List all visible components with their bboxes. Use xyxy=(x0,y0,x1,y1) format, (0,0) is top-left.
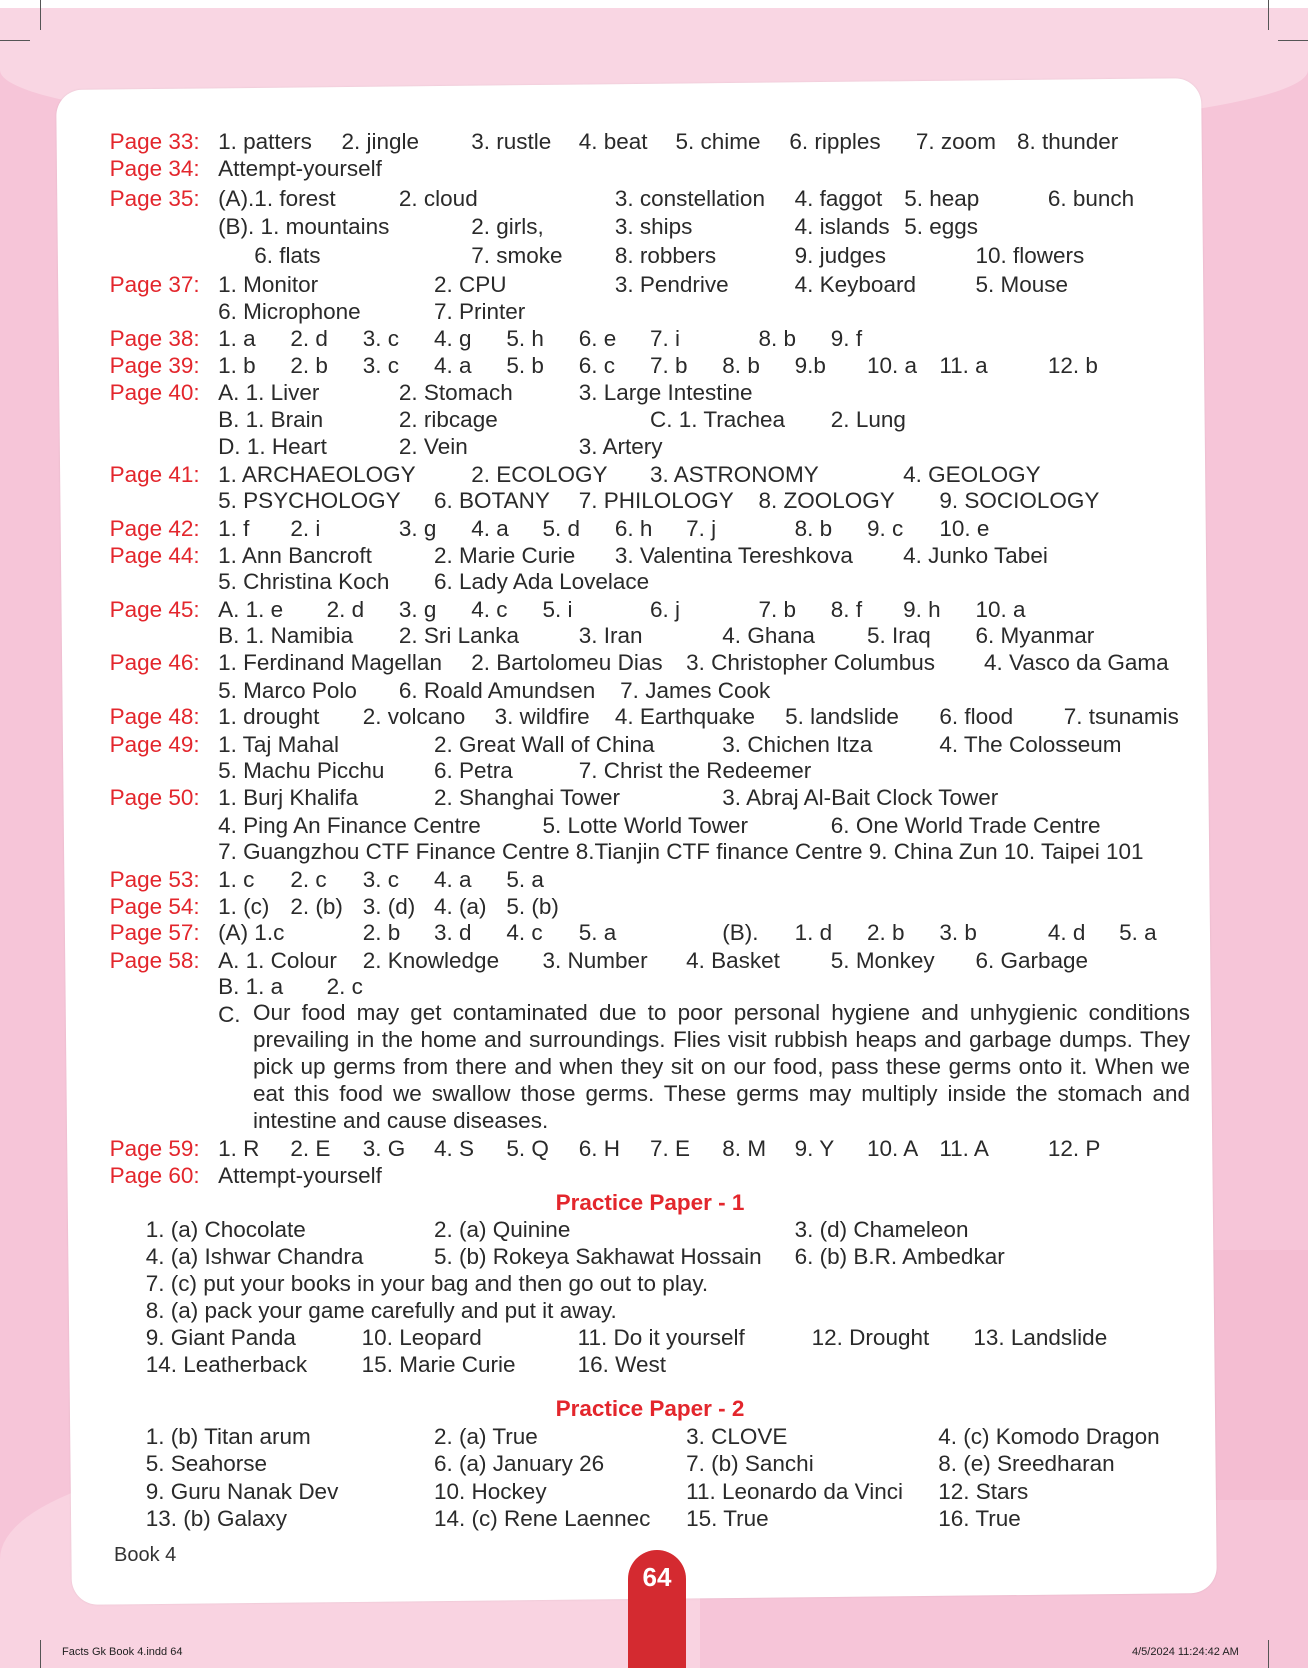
answer-item: 4. Earthquake xyxy=(614,704,755,730)
answer-item: 10. flowers xyxy=(975,242,1085,268)
answer-item: 5. heap xyxy=(904,186,980,212)
practice-answer: 14. Leatherback xyxy=(145,1352,308,1378)
page-label: Page 37: xyxy=(109,272,200,298)
answer-item: 2. c xyxy=(290,866,327,892)
answer-item: 12. b xyxy=(1047,353,1098,379)
answer-item: 6. H xyxy=(578,1136,620,1162)
answer-item: (A).1. forest xyxy=(218,186,336,212)
answer-item: 1. b xyxy=(218,353,256,379)
answer-item: 5. Iraq xyxy=(866,623,931,649)
answer-item: 7. b xyxy=(649,353,688,379)
page-label: Page 44: xyxy=(109,542,200,568)
answer-item: 2. girls, xyxy=(471,213,544,239)
answer-item: 2. i xyxy=(290,515,321,541)
practice-paper-2-title: Practice Paper - 2 xyxy=(555,1396,745,1421)
answer-item: 2. Lung xyxy=(830,407,906,433)
answer-item: 4. faggot xyxy=(794,186,883,212)
answer-item: 4. S xyxy=(434,1136,475,1162)
practice-answer: 4. (c) Komodo Dragon xyxy=(938,1424,1160,1450)
answer-item: 7. E xyxy=(649,1136,690,1162)
page-label: Page 54: xyxy=(109,893,200,919)
answer-item: 9. Y xyxy=(794,1136,835,1162)
crop-mark xyxy=(0,40,30,41)
answer-item: 1. ARCHAEOLOGY xyxy=(218,461,416,487)
answer-item: 5. d xyxy=(542,515,581,541)
practice-answer: 3. (d) Chameleon xyxy=(794,1216,969,1242)
answer-item: 3. G xyxy=(362,1136,406,1162)
answer-item: 11. A xyxy=(939,1136,989,1162)
answer-item: 4. Vasco da Gama xyxy=(983,649,1169,675)
answer-item: Attempt-yourself xyxy=(218,1162,382,1188)
answer-item: B. 1. a xyxy=(218,974,284,1000)
answer-item: 2. Stomach xyxy=(398,379,513,405)
practice-answer: 10. Hockey xyxy=(434,1478,547,1504)
answer-item: 7. zoom xyxy=(915,128,996,154)
crop-mark xyxy=(40,1640,41,1668)
answer-item: 2. Bartolomeu Dias xyxy=(471,649,663,675)
practice-answer: 15. True xyxy=(686,1506,769,1532)
crop-mark xyxy=(40,0,41,30)
answer-item: 5. PSYCHOLOGY xyxy=(218,488,401,514)
page-label: Page 45: xyxy=(109,596,200,622)
answer-item: 9. SOCIOLOGY xyxy=(939,488,1100,514)
answer-item: B. 1. Namibia xyxy=(218,623,354,649)
answer-item: 4. a xyxy=(471,515,509,541)
answer-item: Attempt-yourself xyxy=(218,156,382,182)
answer-item: 1. Taj Mahal xyxy=(218,731,339,757)
answer-item: 5. eggs xyxy=(904,213,979,239)
page58-paragraph: Our food may get contaminated due to poor personal hygiene and unhygienic conditions prevailing in the home and surroundings. Flies visit rubbish heaps and garbage dumps. They pick up germs from there and when they sit on our food, pass these germs onto it. When we eat this food we swallow those germs. These germs may multiply inside the stomach and intestine and cause diseases. xyxy=(253,1000,1190,1133)
practice-answer: 6. (b) B.R. Ambedkar xyxy=(794,1243,1005,1269)
answer-item: 6. flood xyxy=(939,704,1014,730)
practice-answer: 12. Stars xyxy=(938,1478,1029,1504)
practice-answer: 14. (c) Rene Laennec xyxy=(434,1506,651,1532)
answer-item: 2. Marie Curie xyxy=(434,542,576,568)
answer-item: 4. Junko Tabei xyxy=(903,542,1048,568)
practice-answer: 11. Leonardo da Vinci xyxy=(686,1478,903,1504)
answer-item: 3. d xyxy=(434,920,472,946)
practice-answer: 9. Giant Panda xyxy=(145,1325,296,1351)
answer-item: B. 1. Brain xyxy=(218,407,324,433)
answer-item: 3. c xyxy=(362,325,400,351)
answer-item: 4. (a) xyxy=(434,893,487,919)
top-margin xyxy=(0,0,1308,8)
answer-item: 2. Sri Lanka xyxy=(398,623,519,649)
answer-item: 6. One World Trade Centre xyxy=(830,812,1101,838)
answer-item: A. 1. Colour xyxy=(218,947,337,973)
answer-item: 5. Monkey xyxy=(830,947,935,973)
answer-item: 3. Large Intestine xyxy=(578,379,753,405)
practice-answer: 11. Do it yourself xyxy=(577,1325,745,1351)
answer-item: 5. Marco Polo xyxy=(218,677,357,703)
answer-item: 9.b xyxy=(794,353,826,379)
practice-answer: 9. Guru Nanak Dev xyxy=(145,1478,339,1504)
answer-item: 6. BOTANY xyxy=(434,488,550,514)
answer-item: 6. Roald Amundsen xyxy=(398,677,596,703)
answer-item: (A) 1.c xyxy=(218,920,285,946)
answer-item: 6. e xyxy=(578,325,617,351)
answer-item: 3. Pendrive xyxy=(614,272,729,298)
answer-item: D. 1. Heart xyxy=(218,434,327,460)
answer-item: 5. i xyxy=(542,596,573,622)
answer-item: 1. c xyxy=(218,866,255,892)
answer-item: 6. c xyxy=(578,353,615,379)
practice-answer: 8. (e) Sreedharan xyxy=(938,1450,1115,1476)
page-label: Page 50: xyxy=(109,785,200,811)
answer-item: 5. Q xyxy=(506,1136,549,1162)
answer-item: 1. Burj Khalifa xyxy=(218,785,359,811)
practice-answer: 5. Seahorse xyxy=(145,1450,268,1476)
answer-item: 3. Abraj Al-Bait Clock Tower xyxy=(722,785,999,811)
answer-item: 1. Ferdinand Magellan xyxy=(218,649,442,675)
answer-item: 12. P xyxy=(1047,1136,1101,1162)
practice-answer: 1. (a) Chocolate xyxy=(145,1216,306,1242)
answer-item: 6. j xyxy=(649,596,680,622)
answer-item: A. 1. Liver xyxy=(218,379,320,405)
answer-item: 1. drought xyxy=(218,704,320,730)
answer-item: 5. a xyxy=(1119,920,1157,946)
answer-item: 1. f xyxy=(218,515,250,541)
answer-item: 2. (b) xyxy=(290,893,343,919)
book-label: Book 4 xyxy=(114,1544,177,1566)
answer-item: 1. a xyxy=(218,325,256,351)
answer-item: A. 1. e xyxy=(218,596,284,622)
answer-item: 4. c xyxy=(506,920,543,946)
page-label: Page 35: xyxy=(109,186,200,212)
answer-item: C. 1. Trachea xyxy=(649,407,786,433)
answer-item: 3. c xyxy=(362,866,400,892)
answer-item: 8. b xyxy=(758,325,796,351)
answer-item: 9. c xyxy=(866,515,904,541)
page-label: Page 48: xyxy=(109,704,200,730)
answer-item: 3. Number xyxy=(542,947,648,973)
answer-item: 2. jingle xyxy=(341,128,420,154)
answer-item: 6. Garbage xyxy=(975,947,1089,973)
answer-item: 2. d xyxy=(326,596,365,622)
answer-item: 4. c xyxy=(471,596,508,622)
answer-item: 3. ships xyxy=(614,213,693,239)
practice-answer: 3. CLOVE xyxy=(686,1424,788,1450)
answer-item: 2. cloud xyxy=(398,186,478,212)
answer-item: 6. Myanmar xyxy=(975,623,1095,649)
page-label: Page 34: xyxy=(109,156,200,182)
answer-item: 2. b xyxy=(866,920,905,946)
answer-item: 2. b xyxy=(362,920,401,946)
answer-item: (B). 1. mountains xyxy=(218,213,390,239)
practice-answer: 10. Leopard xyxy=(361,1325,482,1351)
answer-item: 6. ripples xyxy=(789,128,881,154)
answer-item: 5. a xyxy=(506,866,544,892)
answer-item: 8. b xyxy=(794,515,833,541)
page-label: Page 38: xyxy=(109,325,200,351)
answer-item: 5. h xyxy=(506,325,544,351)
practice-answer: 12. Drought xyxy=(811,1325,930,1351)
answer-item: 6. Microphone xyxy=(218,298,361,324)
answer-item: 7. smoke xyxy=(471,242,563,268)
practice-answer: 2. (a) Quinine xyxy=(434,1216,571,1242)
answer-item: C. xyxy=(218,1002,241,1028)
answer-item: 10. e xyxy=(939,515,990,541)
answer-item: 10. a xyxy=(866,353,918,379)
answer-item: 8. f xyxy=(830,596,863,622)
answer-item: 4. Ping An Finance Centre xyxy=(218,812,481,838)
answer-item: 4. d xyxy=(1047,920,1086,946)
page-label: Page 60: xyxy=(109,1162,200,1188)
answer-item: 4. islands xyxy=(794,213,890,239)
timestamp: 4/5/2024 11:24:42 AM xyxy=(1132,1646,1239,1658)
page-label: Page 46: xyxy=(109,649,200,675)
answer-item: 2. CPU xyxy=(434,272,507,298)
answer-item: 1. Monitor xyxy=(218,272,319,298)
crop-mark xyxy=(1268,0,1269,30)
practice-answer: 16. West xyxy=(577,1352,666,1378)
answer-item: 6. Lady Ada Lovelace xyxy=(434,569,650,595)
answer-item: 3. Iran xyxy=(578,623,643,649)
answer-item: 8. thunder xyxy=(1016,128,1119,154)
page-number: 64 xyxy=(628,1550,686,1668)
page-label: Page 53: xyxy=(109,866,200,892)
file-name: Facts Gk Book 4.indd 64 xyxy=(62,1646,183,1658)
page-label: Page 39: xyxy=(109,353,200,379)
answer-item: 7. James Cook xyxy=(620,677,771,703)
answer-item: 7. Printer xyxy=(434,298,526,324)
answer-item: 4. GEOLOGY xyxy=(903,461,1041,487)
practice-answer: 7. (b) Sanchi xyxy=(686,1450,814,1476)
answer-item: 3. rustle xyxy=(471,128,552,154)
answer-item: 5. Mouse xyxy=(975,272,1069,298)
answer-item: 2. b xyxy=(290,353,328,379)
answer-item: 4. a xyxy=(434,353,472,379)
answer-item: 3. Artery xyxy=(578,434,663,460)
answer-item: 4. a xyxy=(434,866,472,892)
answer-item: 3. ASTRONOMY xyxy=(649,461,819,487)
answer-item: 3. constellation xyxy=(614,186,765,212)
answer-item: 8. b xyxy=(722,353,760,379)
answer-item: 10. a xyxy=(975,596,1026,622)
answer-item: 1. Ann Bancroft xyxy=(218,542,372,568)
answer-item: 9. h xyxy=(903,596,941,622)
answer-item: 3. wildfire xyxy=(494,704,590,730)
answer-item: 2. Shanghai Tower xyxy=(434,785,620,811)
answer-item: 8. robbers xyxy=(614,242,717,268)
answer-item: 2. ribcage xyxy=(398,407,498,433)
practice-answer: 4. (a) Ishwar Chandra xyxy=(145,1243,364,1269)
answer-item: 5. Machu Picchu xyxy=(218,758,385,784)
answer-item: 5. Lotte World Tower xyxy=(542,812,749,838)
practice-answer: 1. (b) Titan arum xyxy=(145,1424,311,1450)
answer-item: 2. Great Wall of China xyxy=(434,731,655,757)
answer-item: 7. Guangzhou CTF Finance Centre 8.Tianjin CTF finance Centre 9. China Zun 10. Taipei 101 xyxy=(218,839,1144,865)
answer-item: 1. R xyxy=(218,1136,260,1162)
answer-item: 5. a xyxy=(578,920,617,946)
practice-answer: 5. (b) Rokeya Sakhawat Hossain xyxy=(434,1243,762,1269)
page-label: Page 40: xyxy=(109,379,200,405)
answer-item: 4. The Colosseum xyxy=(939,731,1122,757)
answer-item: 2. E xyxy=(290,1136,331,1162)
answer-item: 6. bunch xyxy=(1047,186,1135,212)
answer-item: 2. c xyxy=(326,974,363,1000)
page-label: Page 59: xyxy=(109,1136,200,1162)
answer-item: 3. Chichen Itza xyxy=(722,731,873,757)
page-label: Page 41: xyxy=(109,461,200,487)
page-label: Page 49: xyxy=(109,731,200,757)
answer-item: 10. A xyxy=(866,1136,919,1162)
answer-item: 3. Christopher Columbus xyxy=(686,649,935,675)
answer-item: 7. PHILOLOGY xyxy=(578,488,734,514)
answer-item: 11. a xyxy=(939,353,988,379)
practice-answer: 13. (b) Galaxy xyxy=(145,1506,288,1532)
answer-item: 6. h xyxy=(614,515,653,541)
answer-item: 2. Knowledge xyxy=(362,947,500,973)
answer-item: 1. d xyxy=(794,920,833,946)
answer-item: 5. chime xyxy=(675,128,761,154)
crop-mark xyxy=(1268,1640,1269,1668)
answer-item: 3. c xyxy=(362,353,400,379)
practice-answer: 13. Landslide xyxy=(973,1325,1108,1351)
answer-item: 5. landslide xyxy=(785,704,899,730)
answer-item: 2. Vein xyxy=(398,434,468,460)
answer-item: 3. g xyxy=(398,515,437,541)
answer-item: 4. Keyboard xyxy=(794,272,916,298)
answer-item: 4. beat xyxy=(578,128,648,154)
answer-item: 6. Petra xyxy=(434,758,513,784)
answer-item: 3. (d) xyxy=(362,893,416,919)
practice-answer: 15. Marie Curie xyxy=(361,1352,516,1378)
answer-item: 5. (b) xyxy=(506,893,559,919)
answer-item: 3. Valentina Tereshkova xyxy=(614,542,853,568)
answer-item: 1. patters xyxy=(218,128,312,154)
crop-mark xyxy=(1278,40,1308,41)
page-label: Page 33: xyxy=(109,128,200,154)
answer-item: 5. Christina Koch xyxy=(218,569,390,595)
page-label: Page 58: xyxy=(109,947,200,973)
answer-item: 4. Basket xyxy=(686,947,780,973)
answer-item: 1. (c) xyxy=(218,893,270,919)
page-label: Page 57: xyxy=(109,920,200,946)
answer-item: 7. Christ the Redeemer xyxy=(578,758,812,784)
answer-item: 6. flats xyxy=(254,242,321,268)
answer-item: 4. g xyxy=(434,325,472,351)
page-label: Page 42: xyxy=(109,515,200,541)
answer-item: 8. M xyxy=(722,1136,767,1162)
practice-answer: 16. True xyxy=(938,1506,1021,1532)
answer-item: 3. b xyxy=(939,920,977,946)
answer-item: 7. i xyxy=(649,325,680,351)
practice-answer: 8. (a) pack your game carefully and put it away. xyxy=(145,1297,617,1323)
answer-item: (B). xyxy=(722,920,759,946)
answer-item: 9. f xyxy=(830,325,863,351)
answer-item: 4. Ghana xyxy=(722,623,815,649)
answer-item: 7. tsunamis xyxy=(1063,704,1179,730)
answer-item: 2. ECOLOGY xyxy=(471,461,608,487)
practice-answer: 6. (a) January 26 xyxy=(434,1450,605,1476)
answer-item: 5. b xyxy=(506,353,544,379)
answer-item: 7. b xyxy=(758,596,796,622)
answer-item: 8. ZOOLOGY xyxy=(758,488,895,514)
answer-item: 3. g xyxy=(398,596,437,622)
answer-item: 9. judges xyxy=(794,242,886,268)
answer-item: 2. d xyxy=(290,325,328,351)
answer-item: 7. j xyxy=(686,515,717,541)
answer-item: 2. volcano xyxy=(362,704,466,730)
practice-answer: 7. (c) put your books in your bag and then go out to play. xyxy=(145,1271,709,1297)
practice-answer: 2. (a) True xyxy=(434,1424,538,1450)
practice-paper-1-title: Practice Paper - 1 xyxy=(555,1190,745,1215)
